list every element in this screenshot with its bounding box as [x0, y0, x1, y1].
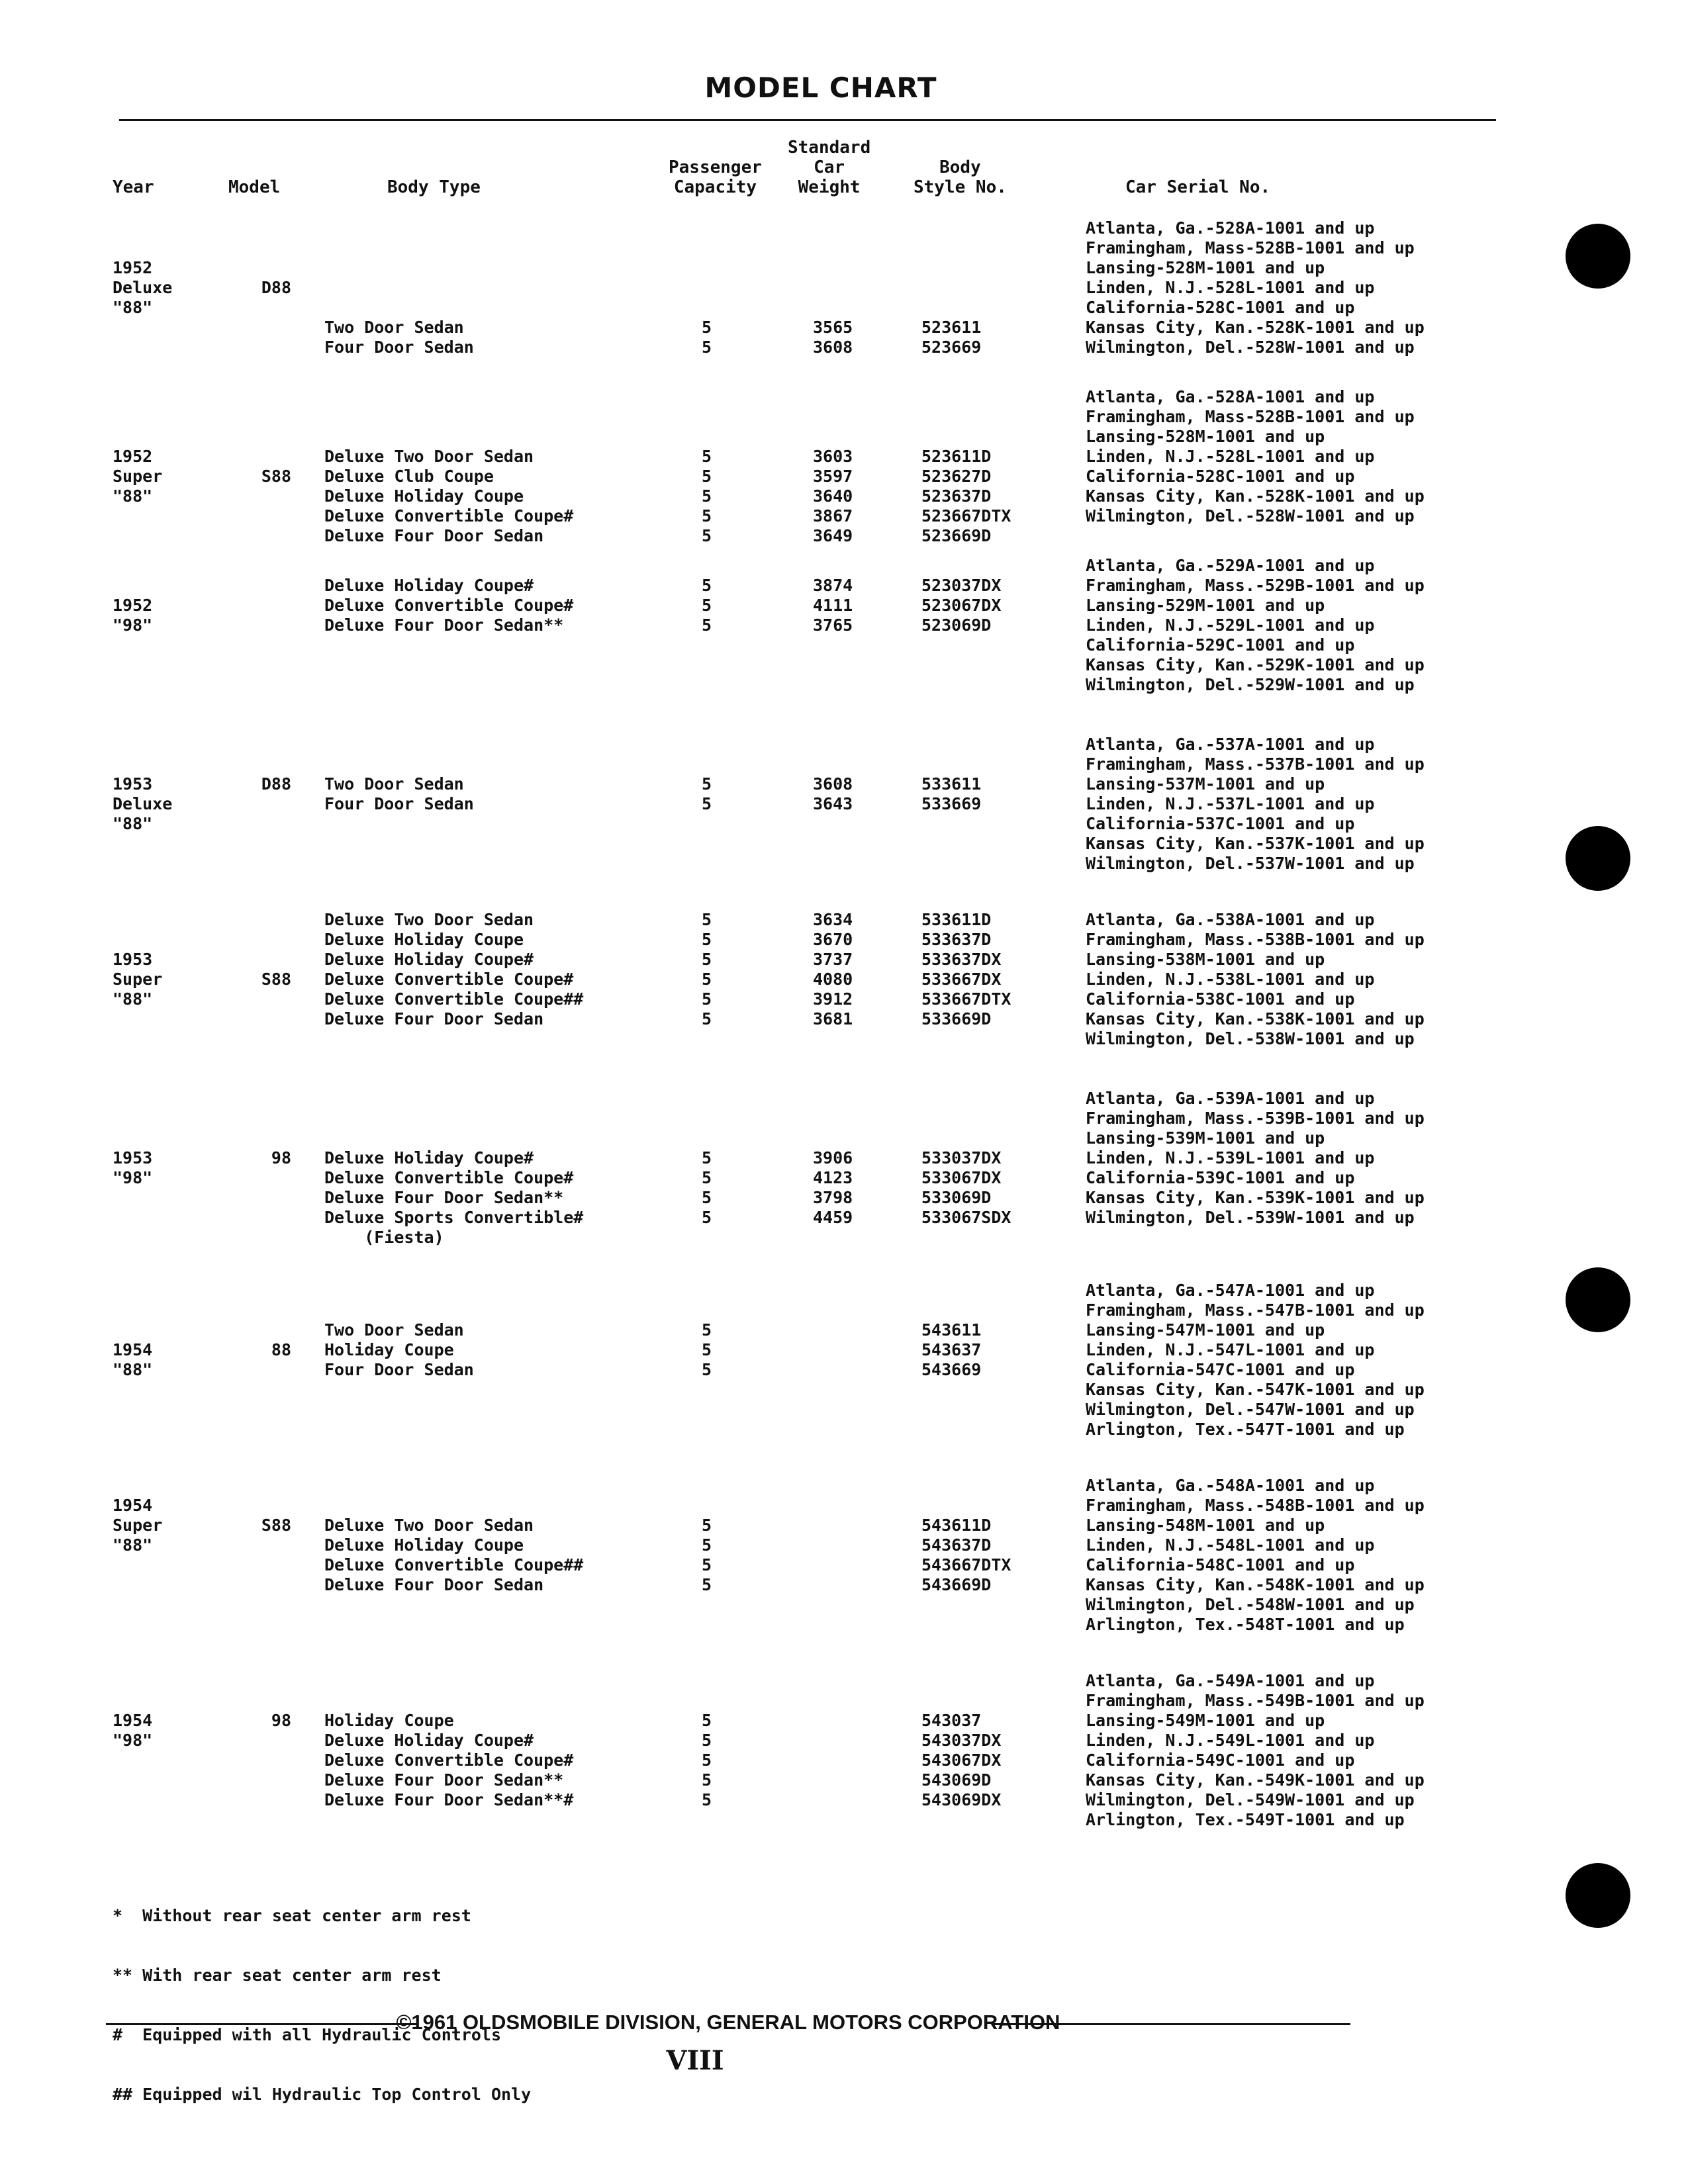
serial-number: Kansas City, Kan.-537K-1001 and up: [1086, 834, 1425, 853]
year-label: Super: [113, 1516, 163, 1535]
serial-number: Linden, N.J.-549L-1001 and up: [1086, 1731, 1375, 1750]
model-code: S88: [261, 1516, 291, 1535]
year-label: 1954: [113, 1496, 153, 1515]
passenger-capacity: 5: [702, 506, 712, 525]
car-weight: 3608: [813, 338, 853, 357]
car-weight: 4080: [813, 970, 853, 989]
body-style-no: 523627D: [921, 467, 992, 486]
serial-number: Wilmington, Del.-528W-1001 and up: [1086, 338, 1415, 357]
passenger-capacity: 5: [702, 615, 712, 635]
serial-number: California-538C-1001 and up: [1086, 989, 1355, 1009]
body-style-no: 543637: [921, 1340, 982, 1359]
passenger-capacity: 5: [702, 1148, 712, 1167]
passenger-capacity: 5: [702, 794, 712, 813]
passenger-capacity: 5: [702, 467, 712, 486]
passenger-capacity-column: [702, 1711, 712, 1810]
passenger-capacity: 5: [702, 950, 712, 969]
binder-hole: [1566, 1267, 1630, 1332]
serial-number: Kansas City, Kan.-528K-1001 and up: [1086, 486, 1425, 506]
binder-hole: [1566, 826, 1630, 891]
body-style-no: 523067DX: [921, 596, 1002, 615]
serial-number: California-549C-1001 and up: [1086, 1751, 1355, 1770]
passenger-capacity: 5: [702, 447, 712, 466]
passenger-capacity-column: [702, 1148, 712, 1228]
footnote: ## Equipped wil Hydraulic Top Control Only: [113, 2085, 532, 2104]
body-type: Deluxe Convertible Coupe#: [324, 596, 574, 615]
body-type: Deluxe Convertible Coupe##: [324, 989, 584, 1009]
body-type-column: [324, 1320, 474, 1380]
year-label: Deluxe: [113, 278, 173, 297]
model-code: 98: [271, 1148, 291, 1167]
year-label: 1952: [113, 596, 153, 615]
serial-number-column: [1086, 387, 1425, 526]
car-weight: 3798: [813, 1188, 853, 1207]
body-type-column: [324, 318, 474, 357]
body-type: Deluxe Four Door Sedan**: [324, 1770, 564, 1790]
body-type: Deluxe Holiday Coupe: [324, 930, 524, 949]
body-style-no: 523037DX: [921, 576, 1002, 595]
passenger-capacity: 5: [702, 989, 712, 1009]
serial-number: Wilmington, Del.-547W-1001 and up: [1086, 1400, 1415, 1419]
passenger-capacity: 5: [702, 1009, 712, 1028]
body-type: Deluxe Two Door Sedan: [324, 1516, 534, 1535]
passenger-capacity-column: [702, 1516, 712, 1595]
car-weight: 3912: [813, 989, 853, 1009]
body-type: Deluxe Four Door Sedan**#: [324, 1790, 574, 1809]
car-weight-column: [813, 1148, 853, 1228]
serial-number: Atlanta, Ga.-538A-1001 and up: [1086, 910, 1375, 929]
passenger-capacity: 5: [702, 1535, 712, 1555]
serial-number: Linden, N.J.-528L-1001 and up: [1086, 447, 1375, 466]
passenger-capacity: 5: [702, 1790, 712, 1809]
car-weight-column: [813, 447, 853, 546]
year-label: 1953: [113, 950, 153, 969]
model-code: 88: [271, 1340, 291, 1359]
car-weight: 4459: [813, 1208, 853, 1227]
header-year: Year: [113, 177, 154, 197]
serial-number: Atlanta, Ga.-528A-1001 and up: [1086, 387, 1375, 406]
body-type-column: [324, 1516, 583, 1595]
serial-number: Arlington, Tex.-548T-1001 and up: [1086, 1615, 1405, 1634]
body-type: Four Door Sedan: [324, 338, 474, 357]
passenger-capacity: 5: [702, 970, 712, 989]
body-style-no-column: [921, 576, 1001, 635]
serial-number: Linden, N.J.-547L-1001 and up: [1086, 1340, 1375, 1359]
body-style-no: 543611D: [921, 1516, 992, 1535]
serial-number: Lansing-538M-1001 and up: [1086, 950, 1325, 969]
passenger-capacity: 5: [702, 526, 712, 545]
serial-number-column: [1086, 1476, 1425, 1635]
serial-number: Framingham, Mass.-529B-1001 and up: [1086, 576, 1425, 595]
body-style-no: 533611D: [921, 910, 992, 929]
year-label: Super: [113, 467, 163, 486]
body-style-no: 533667DX: [921, 970, 1002, 989]
serial-number: Linden, N.J.-537L-1001 and up: [1086, 794, 1375, 813]
header-model: Model: [228, 177, 281, 197]
body-style-no: 523611: [921, 318, 982, 337]
car-weight: 3765: [813, 615, 853, 635]
body-style-no-column: [921, 1148, 1011, 1228]
body-type-column: [324, 1148, 583, 1248]
page-number: VIII: [666, 2045, 724, 2076]
serial-number: California-528C-1001 and up: [1086, 298, 1355, 317]
passenger-capacity: 5: [702, 930, 712, 949]
car-weight: 3640: [813, 486, 853, 506]
body-type: Deluxe Four Door Sedan: [324, 1575, 544, 1594]
year-label-column: [113, 950, 162, 1009]
body-type: Four Door Sedan: [324, 794, 474, 813]
serial-number: California-528C-1001 and up: [1086, 467, 1355, 486]
body-type: (Fiesta): [324, 1228, 444, 1247]
serial-number: Wilmington, Del.-549W-1001 and up: [1086, 1790, 1415, 1809]
model-code: D88: [261, 774, 291, 794]
serial-number-column: [1086, 1671, 1425, 1830]
passenger-capacity: 5: [702, 318, 712, 337]
header-body-style: Body Style No.: [914, 158, 1007, 197]
year-label-column: [113, 596, 152, 635]
body-type: Deluxe Two Door Sedan: [324, 910, 534, 929]
serial-number: Arlington, Tex.-547T-1001 and up: [1086, 1420, 1405, 1439]
serial-number: Lansing-529M-1001 and up: [1086, 596, 1325, 615]
year-label: "88": [113, 298, 153, 317]
passenger-capacity: 5: [702, 1711, 712, 1730]
body-style-no: 543667DTX: [921, 1555, 1011, 1574]
serial-number: Framingham, Mass.-538B-1001 and up: [1086, 930, 1425, 949]
body-style-no: 543067DX: [921, 1751, 1002, 1770]
serial-number-column: [1086, 556, 1425, 695]
year-label: 1954: [113, 1340, 153, 1359]
passenger-capacity-column: [702, 774, 712, 814]
body-type: Deluxe Convertible Coupe#: [324, 506, 574, 525]
year-label-column: [113, 1496, 162, 1555]
year-label-column: [113, 258, 172, 318]
car-weight: 3867: [813, 506, 853, 525]
serial-number: Linden, N.J.-538L-1001 and up: [1086, 970, 1375, 989]
serial-number: Linden, N.J.-539L-1001 and up: [1086, 1148, 1375, 1167]
title-rule: [119, 119, 1496, 121]
passenger-capacity-column: [702, 910, 712, 1029]
serial-number: California-529C-1001 and up: [1086, 635, 1355, 655]
model-code: 98: [271, 1711, 291, 1730]
header-body-type: Body Type: [387, 177, 481, 197]
year-label: Super: [113, 970, 163, 989]
body-type: Deluxe Two Door Sedan: [324, 447, 534, 466]
model-code: D88: [261, 278, 291, 297]
passenger-capacity: 5: [702, 596, 712, 615]
serial-number: Framingham, Mass.-537B-1001 and up: [1086, 754, 1425, 774]
serial-number: Atlanta, Ga.-548A-1001 and up: [1086, 1476, 1375, 1495]
serial-number: Atlanta, Ga.-528A-1001 and up: [1086, 218, 1375, 238]
car-weight: 3634: [813, 910, 853, 929]
passenger-capacity: 5: [702, 1320, 712, 1340]
year-label-column: [113, 1148, 152, 1188]
body-style-no: 543637D: [921, 1535, 992, 1555]
car-weight: 3737: [813, 950, 853, 969]
body-type: Deluxe Convertible Coupe##: [324, 1555, 584, 1574]
year-label: 1954: [113, 1711, 153, 1730]
body-style-no: 543669: [921, 1360, 982, 1379]
serial-number: Linden, N.J.-528L-1001 and up: [1086, 278, 1375, 297]
passenger-capacity: 5: [702, 1731, 712, 1750]
passenger-capacity-column: [702, 1320, 712, 1380]
car-weight: 3597: [813, 467, 853, 486]
serial-number: Linden, N.J.-548L-1001 and up: [1086, 1535, 1375, 1555]
serial-number-column: [1086, 735, 1425, 874]
car-weight: 4123: [813, 1168, 853, 1187]
serial-number: Framingham, Mass.-549B-1001 and up: [1086, 1691, 1425, 1710]
passenger-capacity: 5: [702, 576, 712, 595]
year-label: "98": [113, 615, 153, 635]
year-label-column: [113, 774, 172, 834]
car-weight: 3608: [813, 774, 853, 794]
body-type: Two Door Sedan: [324, 774, 464, 794]
car-weight: 3603: [813, 447, 853, 466]
passenger-capacity: 5: [702, 1751, 712, 1770]
passenger-capacity: 5: [702, 1575, 712, 1594]
body-type: Deluxe Holiday Coupe#: [324, 950, 534, 969]
passenger-capacity: 5: [702, 910, 712, 929]
header-passenger-capacity: Passenger Capacity: [669, 158, 762, 197]
body-style-no: 533069D: [921, 1188, 992, 1207]
body-style-no-column: [921, 1320, 981, 1380]
body-style-no: 543037DX: [921, 1731, 1002, 1750]
body-style-no: 533611: [921, 774, 982, 794]
serial-number: Kansas City, Kan.-529K-1001 and up: [1086, 655, 1425, 674]
serial-number: Kansas City, Kan.-539K-1001 and up: [1086, 1188, 1425, 1207]
serial-number: Framingham, Mass.-539B-1001 and up: [1086, 1109, 1425, 1128]
serial-number: Kansas City, Kan.-538K-1001 and up: [1086, 1009, 1425, 1028]
body-style-no: 543069D: [921, 1770, 992, 1790]
year-label: "88": [113, 1535, 153, 1555]
car-weight: 3874: [813, 576, 853, 595]
body-style-no-column: [921, 1516, 1011, 1595]
body-style-no-column: [921, 318, 981, 357]
footnotes: [113, 1866, 531, 2124]
year-label: 1952: [113, 258, 153, 277]
car-weight: 3649: [813, 526, 853, 545]
serial-number: Lansing-537M-1001 and up: [1086, 774, 1325, 794]
page-title: MODEL CHART: [704, 71, 937, 104]
serial-number: Wilmington, Del.-539W-1001 and up: [1086, 1208, 1415, 1227]
passenger-capacity: 5: [702, 1360, 712, 1379]
body-type: Deluxe Sports Convertible#: [324, 1208, 584, 1227]
body-type: Deluxe Holiday Coupe#: [324, 1731, 534, 1750]
year-label: "98": [113, 1731, 153, 1750]
body-style-no: 533637D: [921, 930, 992, 949]
serial-number: Atlanta, Ga.-539A-1001 and up: [1086, 1089, 1375, 1108]
serial-number: Wilmington, Del.-538W-1001 and up: [1086, 1029, 1415, 1048]
body-style-no: 543037: [921, 1711, 982, 1730]
body-style-no-column: [921, 774, 981, 814]
year-label: "88": [113, 814, 153, 833]
passenger-capacity: 5: [702, 774, 712, 794]
serial-number: California-548C-1001 and up: [1086, 1555, 1355, 1574]
body-style-no: 523669D: [921, 526, 992, 545]
passenger-capacity: 5: [702, 1208, 712, 1227]
year-label: 1953: [113, 1148, 153, 1167]
body-style-no-column: [921, 1711, 1001, 1810]
body-type: Deluxe Convertible Coupe#: [324, 1751, 574, 1770]
body-style-no: 543069DX: [921, 1790, 1002, 1809]
car-weight: 4111: [813, 596, 853, 615]
year-label-column: [113, 447, 162, 506]
year-label: "88": [113, 1360, 153, 1379]
year-label: Deluxe: [113, 794, 173, 813]
car-weight: 3565: [813, 318, 853, 337]
body-style-no: 533637DX: [921, 950, 1002, 969]
body-type: Deluxe Holiday Coupe: [324, 486, 524, 506]
body-style-no-column: [921, 447, 1011, 546]
serial-number: Wilmington, Del.-528W-1001 and up: [1086, 506, 1415, 525]
car-weight-column: [813, 576, 853, 635]
year-label-column: [113, 1340, 152, 1380]
header-standard-weight: Standard Car Weight: [788, 138, 871, 197]
body-type: Deluxe Holiday Coupe: [324, 1535, 524, 1555]
body-type: Deluxe Convertible Coupe#: [324, 970, 574, 989]
serial-number: Kansas City, Kan.-528K-1001 and up: [1086, 318, 1425, 337]
serial-number: California-537C-1001 and up: [1086, 814, 1355, 833]
car-weight-column: [813, 910, 853, 1029]
serial-number: Framingham, Mass-528B-1001 and up: [1086, 238, 1415, 257]
year-label: 1953: [113, 774, 153, 794]
body-style-no: 523669: [921, 338, 982, 357]
serial-number: Framingham, Mass.-547B-1001 and up: [1086, 1300, 1425, 1320]
serial-number: Arlington, Tex.-549T-1001 and up: [1086, 1810, 1405, 1829]
body-style-no: 533669: [921, 794, 982, 813]
passenger-capacity: 5: [702, 1770, 712, 1790]
body-style-no: 533667DTX: [921, 989, 1011, 1009]
serial-number: Kansas City, Kan.-548K-1001 and up: [1086, 1575, 1425, 1594]
footnote: # Equipped with all Hydraulic Controls: [113, 2025, 501, 2044]
body-style-no: 523611D: [921, 447, 992, 466]
body-type-column: [324, 774, 474, 814]
body-style-no-column: [921, 910, 1011, 1029]
serial-number: Lansing-539M-1001 and up: [1086, 1128, 1325, 1148]
serial-number: Framingham, Mass.-548B-1001 and up: [1086, 1496, 1425, 1515]
car-weight: 3670: [813, 930, 853, 949]
serial-number: Atlanta, Ga.-537A-1001 and up: [1086, 735, 1375, 754]
body-type: Deluxe Four Door Sedan**: [324, 1188, 564, 1207]
serial-number: Wilmington, Del.-529W-1001 and up: [1086, 675, 1415, 694]
serial-number: Lansing-528M-1001 and up: [1086, 258, 1325, 277]
serial-number: Atlanta, Ga.-549A-1001 and up: [1086, 1671, 1375, 1690]
serial-number-column: [1086, 218, 1425, 357]
year-label: "88": [113, 486, 153, 506]
passenger-capacity-column: [702, 318, 712, 357]
passenger-capacity: 5: [702, 1168, 712, 1187]
binder-hole: [1566, 1863, 1630, 1928]
model-code: S88: [261, 970, 291, 989]
serial-number: Lansing-547M-1001 and up: [1086, 1320, 1325, 1340]
passenger-capacity: 5: [702, 486, 712, 506]
body-style-no: 533669D: [921, 1009, 992, 1028]
body-style-no: 543611: [921, 1320, 982, 1340]
serial-number: Lansing-548M-1001 and up: [1086, 1516, 1325, 1535]
car-weight: 3906: [813, 1148, 853, 1167]
year-label: "88": [113, 989, 153, 1009]
body-type: Holiday Coupe: [324, 1711, 454, 1730]
body-type: Deluxe Four Door Sedan**: [324, 615, 564, 635]
serial-number: Framingham, Mass-528B-1001 and up: [1086, 407, 1415, 426]
body-style-no: 533067SDX: [921, 1208, 1011, 1227]
body-type: Two Door Sedan: [324, 1320, 464, 1340]
passenger-capacity: 5: [702, 338, 712, 357]
car-weight: 3643: [813, 794, 853, 813]
serial-number: California-539C-1001 and up: [1086, 1168, 1355, 1187]
passenger-capacity: 5: [702, 1340, 712, 1359]
serial-number: Lansing-549M-1001 and up: [1086, 1711, 1325, 1730]
body-type: Deluxe Holiday Coupe#: [324, 576, 534, 595]
serial-number: Wilmington, Del.-548W-1001 and up: [1086, 1595, 1415, 1614]
serial-number: Kansas City, Kan.-547K-1001 and up: [1086, 1380, 1425, 1399]
year-label: 1952: [113, 447, 153, 466]
passenger-capacity: 5: [702, 1188, 712, 1207]
year-label: "98": [113, 1168, 153, 1187]
serial-number: Linden, N.J.-529L-1001 and up: [1086, 615, 1375, 635]
serial-number: Wilmington, Del.-537W-1001 and up: [1086, 854, 1415, 873]
serial-number: California-547C-1001 and up: [1086, 1360, 1355, 1379]
body-type: Holiday Coupe: [324, 1340, 454, 1359]
body-type-column: [324, 576, 573, 635]
body-type: Two Door Sedan: [324, 318, 464, 337]
body-type: Deluxe Club Coupe: [324, 467, 494, 486]
body-style-no: 543669D: [921, 1575, 992, 1594]
footnote: * Without rear seat center arm rest: [113, 1906, 471, 1925]
serial-number-column: [1086, 1089, 1425, 1228]
passenger-capacity-column: [702, 576, 712, 635]
serial-number-column: [1086, 910, 1425, 1049]
body-type: Four Door Sedan: [324, 1360, 474, 1379]
serial-number-column: [1086, 1281, 1425, 1439]
serial-number: Atlanta, Ga.-529A-1001 and up: [1086, 556, 1375, 575]
passenger-capacity: 5: [702, 1516, 712, 1535]
body-style-no: 533037DX: [921, 1148, 1002, 1167]
car-weight: 3681: [813, 1009, 853, 1028]
passenger-capacity: 5: [702, 1555, 712, 1574]
body-type: Deluxe Convertible Coupe#: [324, 1168, 574, 1187]
car-weight-column: [813, 774, 853, 814]
body-type-column: [324, 447, 573, 546]
serial-number: Lansing-528M-1001 and up: [1086, 427, 1325, 446]
body-style-no: 533067DX: [921, 1168, 1002, 1187]
body-type: Deluxe Four Door Sedan: [324, 1009, 544, 1028]
body-type: Deluxe Holiday Coupe#: [324, 1148, 534, 1167]
body-style-no: 523069D: [921, 615, 992, 635]
passenger-capacity-column: [702, 447, 712, 546]
binder-hole: [1566, 224, 1630, 289]
model-code: S88: [261, 467, 291, 486]
car-weight-column: [813, 318, 853, 357]
body-type-column: [324, 1711, 573, 1810]
body-type: Deluxe Four Door Sedan: [324, 526, 544, 545]
header-serial: Car Serial No.: [1125, 177, 1271, 197]
body-style-no: 523667DTX: [921, 506, 1011, 525]
body-style-no: 523637D: [921, 486, 992, 506]
serial-number: Atlanta, Ga.-547A-1001 and up: [1086, 1281, 1375, 1300]
copyright-footer: ©1961 OLDSMOBILE DIVISION, GENERAL MOTORS CORPORATION: [396, 2011, 1060, 2034]
body-type-column: [324, 910, 583, 1029]
year-label-column: [113, 1711, 152, 1751]
serial-number: Kansas City, Kan.-549K-1001 and up: [1086, 1770, 1425, 1790]
footnote: ** With rear seat center arm rest: [113, 1966, 442, 1985]
